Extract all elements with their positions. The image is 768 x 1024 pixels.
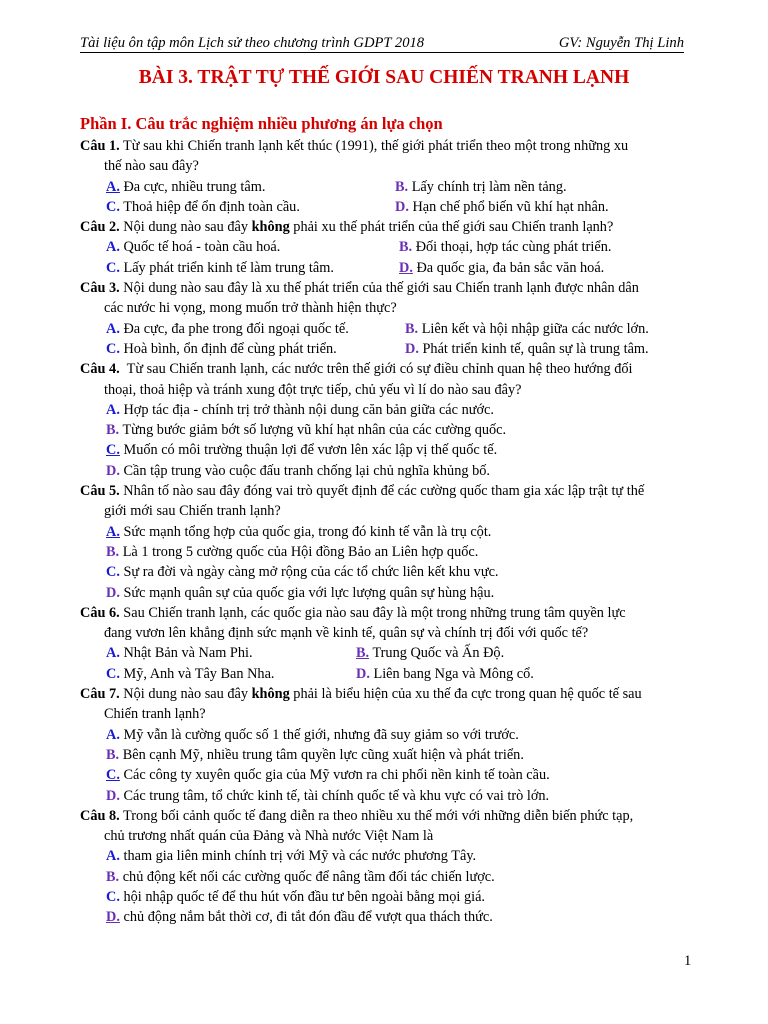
option-letter: C. xyxy=(106,259,120,276)
option-text: hội nhập quốc tế để thu hút vốn đầu tư bên ngoài bằng mọi giá. xyxy=(119,888,486,905)
question-8 xyxy=(80,806,693,928)
option-text: Sức mạnh quân sự của quốc gia với lực lượng quân sự hùng hậu. xyxy=(119,584,495,601)
option-b xyxy=(80,542,693,562)
option-letter: C. xyxy=(106,198,120,215)
option-letter: B. xyxy=(106,422,120,439)
option-letter: A. xyxy=(106,848,120,865)
option-b xyxy=(80,745,693,765)
option-letter: C. xyxy=(106,888,120,905)
question-stem xyxy=(80,217,693,237)
option-c xyxy=(80,887,693,907)
question-text-continued: thoại, thoả hiệp và tránh xung đột trực tiếp, chủ yếu vì lí do nào sau đây? xyxy=(104,381,522,398)
option-a xyxy=(80,725,693,745)
question-stem xyxy=(80,359,693,379)
option-text: Thoả hiệp để ổn định toàn cầu. xyxy=(119,198,300,215)
option-letter: B. xyxy=(395,178,409,195)
option-letter: B. xyxy=(399,239,413,256)
header-left: Tài liệu ôn tập môn Lịch sử theo chương trình GDPT 2018 xyxy=(80,35,425,51)
option-row xyxy=(80,197,693,217)
option-letter: B. xyxy=(106,868,120,885)
option-text: Cần tập trung vào cuộc đấu tranh chống lại chủ nghĩa khủng bố. xyxy=(119,462,490,479)
option-text: Đối thoại, hợp tác cùng phát triển. xyxy=(412,239,612,256)
question-text: Sau Chiến tranh lạnh, các quốc gia nào sau đây là một trong những trung tâm quyền lực xyxy=(119,604,626,621)
option-c xyxy=(80,562,693,582)
question-number: Câu 5. xyxy=(80,483,120,500)
option-text: Muốn có môi trường thuận lợi để vươn lên xác lập vị thế quốc tế. xyxy=(119,442,498,459)
question-number: Câu 3. xyxy=(80,280,120,297)
option-d xyxy=(80,461,693,481)
question-text-continued: chủ trương nhất quán của Đảng và Nhà nước Việt Nam là xyxy=(104,828,434,845)
option-b xyxy=(356,643,636,663)
option-text: Nhật Bản và Nam Phi. xyxy=(119,645,253,662)
question-text: Trong bối cảnh quốc tế đang diễn ra theo nhiều xu thế mới với những diễn biến phức tạp, xyxy=(119,807,634,824)
option-text: Mỹ, Anh và Tây Ban Nha. xyxy=(119,665,275,682)
question-stem xyxy=(80,603,693,623)
question-stem xyxy=(80,684,693,704)
option-c xyxy=(80,440,693,460)
option-letter: B. xyxy=(356,645,370,662)
option-text: Các công ty xuyên quốc gia của Mỹ vươn ra chi phối nền kinh tế toàn cầu. xyxy=(119,767,550,784)
option-text: Liên bang Nga và Mông cổ. xyxy=(369,665,534,682)
question-7 xyxy=(80,684,693,806)
option-a xyxy=(80,522,693,542)
option-d xyxy=(405,339,685,359)
option-c xyxy=(106,197,395,217)
option-b xyxy=(80,420,693,440)
option-d xyxy=(80,907,693,927)
question-number: Câu 6. xyxy=(80,604,120,621)
question-number: Câu 8. xyxy=(80,807,120,824)
question-number: Câu 1. xyxy=(80,138,120,154)
option-text: Hạn chế phổ biến vũ khí hạt nhân. xyxy=(408,198,609,215)
option-c xyxy=(106,258,399,278)
option-letter: C. xyxy=(106,340,120,357)
option-letter: A. xyxy=(106,178,120,195)
option-d xyxy=(80,786,693,806)
option-letter: B. xyxy=(405,320,419,337)
option-letter: B. xyxy=(106,543,120,560)
option-d xyxy=(356,664,636,684)
option-a xyxy=(106,643,356,663)
option-text: Mỹ vẫn là cường quốc số 1 thế giới, nhưng đã suy giảm so với trước. xyxy=(119,726,519,743)
option-c xyxy=(106,664,356,684)
question-number: Câu 2. xyxy=(80,219,120,236)
question-text: Nội dung nào sau đây là xu thế phát triển của thế giới sau Chiến tranh lạnh được nhân dân xyxy=(119,280,639,297)
option-row xyxy=(80,319,693,339)
option-letter: A. xyxy=(106,523,120,540)
option-letter: C. xyxy=(106,442,120,459)
question-stem xyxy=(80,136,693,156)
option-text: Hoà bình, ổn định để cùng phát triển. xyxy=(119,340,337,357)
option-d xyxy=(395,197,675,217)
option-letter: D. xyxy=(106,787,120,804)
option-letter: A. xyxy=(106,645,120,662)
option-row xyxy=(80,643,693,663)
question-number: Câu 4. xyxy=(80,361,120,378)
option-a xyxy=(106,319,405,339)
option-c xyxy=(106,339,405,359)
option-letter: B. xyxy=(106,746,120,763)
option-text: Đa quốc gia, đa bản sắc văn hoá. xyxy=(412,259,605,276)
question-6 xyxy=(80,603,693,684)
question-5 xyxy=(80,481,693,603)
question-stem xyxy=(80,278,693,298)
option-letter: C. xyxy=(106,564,120,581)
option-text: Từng bước giảm bớt số lượng vũ khí hạt nhân của các cường quốc. xyxy=(119,422,507,439)
option-letter: D. xyxy=(395,198,409,215)
option-letter: D. xyxy=(106,584,120,601)
option-text: Lấy phát triển kinh tế làm trung tâm. xyxy=(119,259,334,276)
question-number: Câu 7. xyxy=(80,686,120,703)
option-letter: D. xyxy=(106,909,120,926)
option-text: Các trung tâm, tổ chức kinh tế, tài chính quốc tế và khu vực có vai trò lớn. xyxy=(119,787,550,804)
page-number: 1 xyxy=(684,953,692,969)
option-letter: A. xyxy=(106,239,120,256)
option-letter: D. xyxy=(399,259,413,276)
question-text: phải là biểu hiện của xu thế đa cực trong quan hệ quốc tế sau xyxy=(289,686,642,703)
question-stem xyxy=(80,806,693,826)
option-d xyxy=(80,583,693,603)
option-a xyxy=(106,237,399,257)
option-row xyxy=(80,237,693,257)
option-text: Hợp tác địa - chính trị trở thành nội dung căn bản giữa các nước. xyxy=(119,401,494,418)
lesson-title: BÀI 3. TRẬT TỰ THẾ GIỚI SAU CHIẾN TRANH LẠNH xyxy=(138,67,630,88)
question-list xyxy=(80,136,693,928)
option-text: Bên cạnh Mỹ, nhiều trung tâm quyền lực cũng xuất hiện và phát triển. xyxy=(119,746,524,763)
option-letter: A. xyxy=(106,726,120,743)
option-row xyxy=(80,339,693,359)
option-text: tham gia liên minh chính trị với Mỹ và các nước phương Tây. xyxy=(119,848,477,865)
option-b xyxy=(399,237,679,257)
question-3 xyxy=(80,278,693,359)
option-a xyxy=(80,400,693,420)
question-text: Từ sau khi Chiến tranh lạnh kết thúc (1991), thế giới phát triển theo một trong những xu xyxy=(119,138,629,154)
option-letter: D. xyxy=(356,665,370,682)
option-a xyxy=(80,846,693,866)
option-letter: D. xyxy=(106,462,120,479)
question-4 xyxy=(80,359,693,481)
question-text-continued: đang vươn lên khẳng định sức mạnh về kinh tế, quân sự và chính trị đối với quốc tế? xyxy=(104,625,589,642)
option-text: Lấy chính trị làm nền tảng. xyxy=(408,178,567,195)
question-text: Nội dung nào sau đây xyxy=(119,219,252,236)
page-header xyxy=(80,34,684,53)
question-text-continued: Chiến tranh lạnh? xyxy=(104,706,206,723)
option-letter: A. xyxy=(106,401,120,418)
question-text: Nội dung nào sau đây xyxy=(119,686,252,703)
option-letter: C. xyxy=(106,665,120,682)
option-text: chủ động nắm bắt thời cơ, đi tắt đón đầu để vượt qua thách thức. xyxy=(119,909,493,926)
option-c xyxy=(80,765,693,785)
question-text: Nhân tố nào sau đây đóng vai trò quyết định để các cường quốc tham gia xác lập trật tự thế xyxy=(119,483,645,500)
option-text: Đa cực, đa phe trong đối ngoại quốc tế. xyxy=(119,320,349,337)
option-text: Trung Quốc và Ấn Độ. xyxy=(369,645,505,662)
option-letter: D. xyxy=(405,340,419,357)
question-stem xyxy=(80,481,693,501)
option-text: Là 1 trong 5 cường quốc của Hội đồng Bảo an Liên hợp quốc. xyxy=(119,543,479,560)
emphasis-word: không xyxy=(251,686,290,703)
option-row xyxy=(80,258,693,278)
question-text-continued: các nước hi vọng, mong muốn trở thành hiện thực? xyxy=(104,300,397,317)
question-text-continued: giới mới sau Chiến tranh lạnh? xyxy=(104,503,281,520)
question-text: phải xu thế phát triển của thế giới sau Chiến tranh lạnh? xyxy=(289,219,614,236)
option-text: chủ động kết nối các cường quốc để nâng tầm đối tác chiến lược. xyxy=(119,868,495,885)
emphasis-word: không xyxy=(251,219,290,236)
option-letter: C. xyxy=(106,767,120,784)
question-1 xyxy=(80,136,693,217)
option-b xyxy=(395,177,675,197)
question-2 xyxy=(80,217,693,278)
option-a xyxy=(106,177,395,197)
option-b xyxy=(405,319,685,339)
option-row xyxy=(80,664,693,684)
option-row xyxy=(80,177,693,197)
part-heading: Phần I. Câu trắc nghiệm nhiều phương án lựa chọn xyxy=(80,114,443,133)
option-text: Phát triển kinh tế, quân sự là trung tâm. xyxy=(418,340,649,357)
option-d xyxy=(399,258,679,278)
option-letter: A. xyxy=(106,320,120,337)
option-text: Quốc tế hoá - toàn cầu hoá. xyxy=(119,239,281,256)
question-text: Từ sau Chiến tranh lạnh, các nước trên thế giới có sự điều chỉnh quan hệ theo hướng đối xyxy=(119,361,633,378)
option-text: Sự ra đời và ngày càng mở rộng của các tổ chức liên kết khu vực. xyxy=(119,564,499,581)
option-b xyxy=(80,867,693,887)
option-text: Liên kết và hội nhập giữa các nước lớn. xyxy=(418,320,649,337)
option-text: Sức mạnh tổng hợp của quốc gia, trong đó kinh tế vẫn là trụ cột. xyxy=(119,523,492,540)
question-text-continued: thế nào sau đây? xyxy=(104,158,199,175)
header-right: GV: Nguyễn Thị Linh xyxy=(558,35,684,51)
option-text: Đa cực, nhiều trung tâm. xyxy=(119,178,266,195)
